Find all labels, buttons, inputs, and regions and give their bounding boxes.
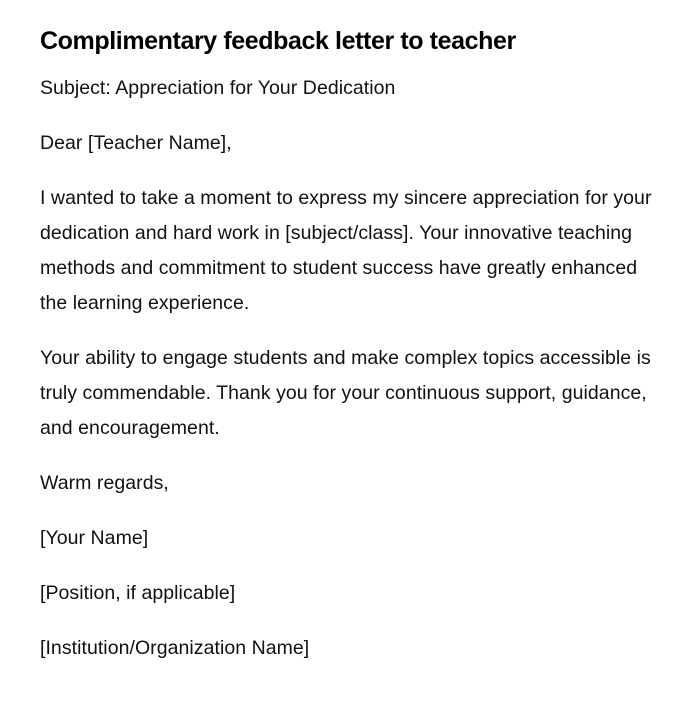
body-paragraph: I wanted to take a moment to express my sincere appreciation for your dedication and hard work in [subject/class]. Your innovative teaching methods and commitment to student success have greatly enhanced the learning experience. (40, 187, 652, 314)
body-paragraph: Your ability to engage students and make complex topics accessible is truly commendable. Thank you for your continuous support, guidance, and encouragement. (40, 347, 651, 439)
subject-line: Subject: Appreciation for Your Dedication (40, 77, 396, 99)
salutation: Dear [Teacher Name], (40, 132, 232, 154)
signature-position: [Position, if applicable] (40, 582, 236, 604)
signature-name: [Your Name] (40, 527, 149, 549)
closing: Warm regards, (40, 472, 169, 494)
signature-organization: [Institution/Organization Name] (40, 637, 310, 659)
document-title: Complimentary feedback letter to teacher (40, 27, 516, 55)
